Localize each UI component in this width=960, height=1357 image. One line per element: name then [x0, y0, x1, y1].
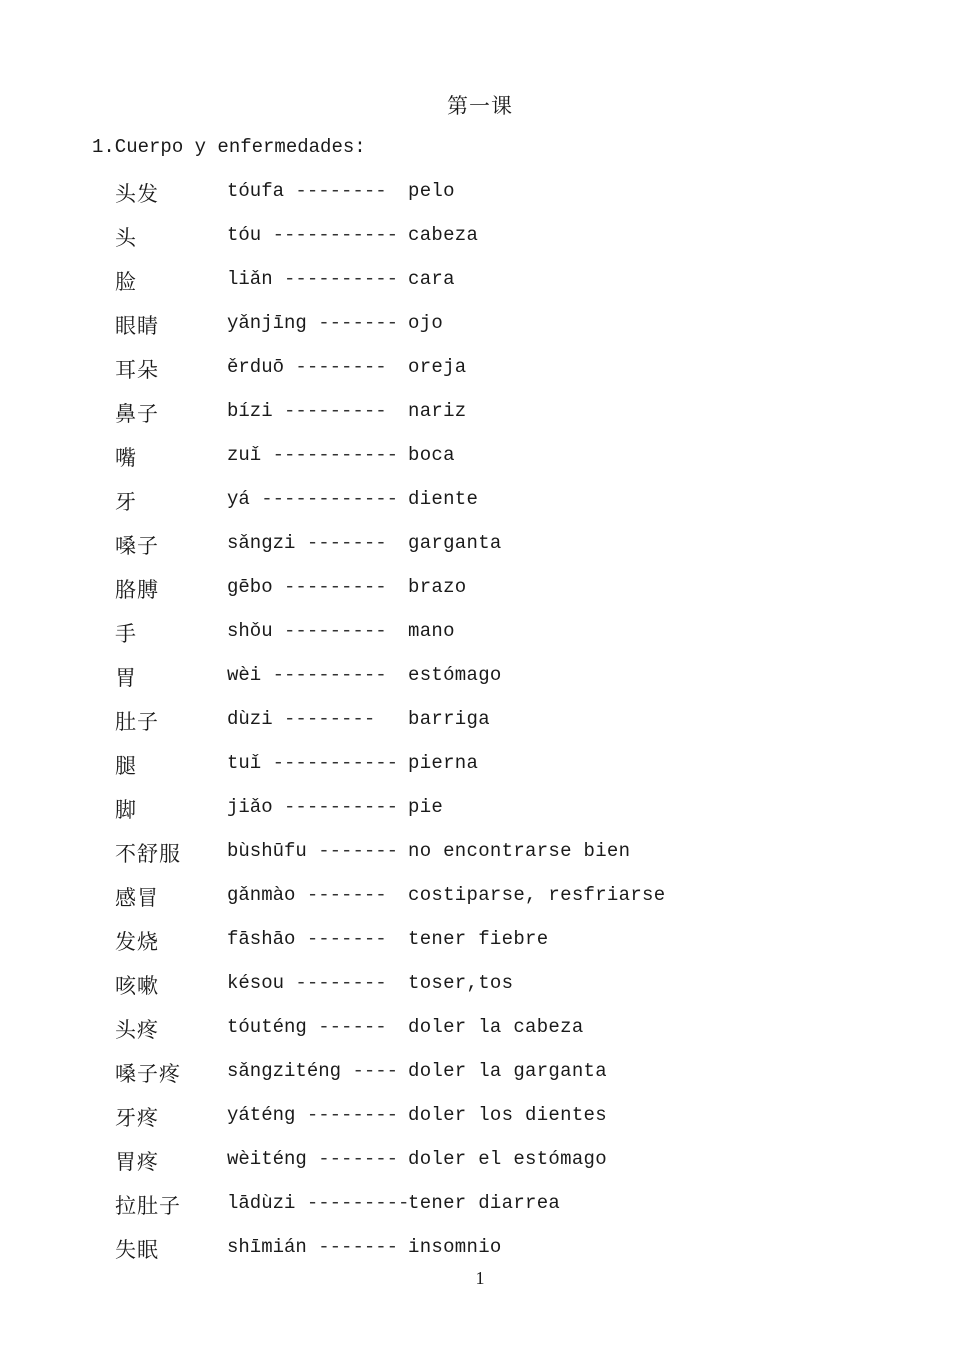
spanish-translation: tener diarrea [408, 1192, 561, 1214]
chinese-word: 头 [115, 226, 137, 250]
leader-gap [307, 1236, 318, 1258]
vocab-row [0, 352, 960, 396]
leader-gap [295, 1104, 306, 1126]
pinyin-with-leader [227, 840, 397, 862]
pinyin-with-leader [227, 928, 397, 950]
spanish-translation: garganta [408, 532, 502, 554]
pinyin-with-leader [227, 268, 397, 290]
pinyin: shǒu [227, 620, 273, 642]
leader-gap [273, 796, 284, 818]
dash-leader: ------- [306, 884, 387, 906]
pinyin-with-leader [227, 444, 397, 466]
leader-gap [284, 180, 295, 202]
pinyin-with-leader [227, 708, 397, 730]
chinese-word: 失眠 [115, 1238, 159, 1262]
pinyin-with-leader [227, 1016, 397, 1038]
dash-leader: -------- [284, 708, 376, 730]
spanish-translation: cara [408, 268, 455, 290]
chinese-word: 脚 [115, 798, 137, 822]
vocab-row [0, 792, 960, 836]
chinese-word: 胳膊 [115, 578, 159, 602]
dash-leader: ----------- [272, 444, 399, 466]
pinyin-with-leader [227, 752, 397, 774]
chinese-word: 胃 [115, 666, 137, 690]
pinyin: shīmián [227, 1236, 307, 1258]
pinyin: yá [227, 488, 250, 510]
dash-leader: -------- [295, 972, 387, 994]
leader-gap [307, 1148, 318, 1170]
pinyin: tóufa [227, 180, 285, 202]
pinyin: gǎnmào [227, 884, 296, 906]
leader-gap [295, 532, 306, 554]
leader-gap [307, 312, 318, 334]
pinyin-with-leader [227, 488, 397, 510]
vocab-row [0, 220, 960, 264]
pinyin-with-leader [227, 1148, 397, 1170]
vocab-row [0, 1188, 960, 1232]
chinese-word: 肚子 [115, 710, 159, 734]
dash-leader: -------- [295, 180, 387, 202]
vocab-row [0, 968, 960, 1012]
chinese-word: 头疼 [115, 1018, 159, 1042]
chinese-word: 嘴 [115, 446, 137, 470]
vocab-row [0, 616, 960, 660]
pinyin: sǎngzi [227, 532, 296, 554]
vocab-row [0, 1100, 960, 1144]
dash-leader: ---------- [272, 664, 387, 686]
pinyin: wèiténg [227, 1148, 307, 1170]
vocab-row [0, 660, 960, 704]
pinyin: fāshāo [227, 928, 296, 950]
chinese-word: 嗓子疼 [115, 1062, 181, 1086]
spanish-translation: oreja [408, 356, 467, 378]
chinese-word: 胃疼 [115, 1150, 159, 1174]
spanish-translation: doler los dientes [408, 1104, 607, 1126]
dash-leader: ------- [318, 840, 399, 862]
dash-leader: ---- [352, 1060, 399, 1082]
chinese-word: 拉肚子 [115, 1194, 181, 1218]
spanish-translation: nariz [408, 400, 467, 422]
chinese-word: 嗓子 [115, 534, 159, 558]
dash-leader: ------- [318, 1148, 399, 1170]
spanish-translation: brazo [408, 576, 467, 598]
pinyin: bízi [227, 400, 273, 422]
chinese-word: 手 [115, 622, 137, 646]
spanish-translation: barriga [408, 708, 490, 730]
pinyin-with-leader [227, 356, 397, 378]
vocab-row [0, 484, 960, 528]
spanish-translation: mano [408, 620, 455, 642]
leader-gap [273, 708, 284, 730]
pinyin-with-leader [227, 884, 397, 906]
leader-gap [261, 444, 272, 466]
leader-gap [273, 576, 284, 598]
spanish-translation: diente [408, 488, 479, 510]
spanish-translation: no encontrarse bien [408, 840, 631, 862]
vocab-row [0, 1144, 960, 1188]
vocab-row [0, 880, 960, 924]
dash-leader: ---------- [284, 796, 399, 818]
spanish-translation: ojo [408, 312, 444, 334]
dash-leader: ------- [306, 928, 387, 950]
pinyin: dùzi [227, 708, 273, 730]
dash-leader: ------- [318, 1236, 399, 1258]
pinyin-with-leader [227, 972, 397, 994]
pinyin-with-leader [227, 180, 397, 202]
chinese-word: 不舒服 [115, 842, 181, 866]
spanish-translation: pierna [408, 752, 479, 774]
vocab-row [0, 924, 960, 968]
pinyin: zuǐ [227, 444, 262, 466]
pinyin: késou [227, 972, 285, 994]
vocab-row [0, 440, 960, 484]
vocab-row [0, 176, 960, 220]
pinyin-with-leader [227, 796, 397, 818]
dash-leader: ----------- [272, 752, 399, 774]
vocab-row [0, 1056, 960, 1100]
vocab-row [0, 1012, 960, 1056]
leader-gap [250, 488, 261, 510]
pinyin: jiǎo [227, 796, 273, 818]
vocab-row [0, 572, 960, 616]
dash-leader: ------ [318, 1016, 387, 1038]
vocab-row [0, 704, 960, 748]
spanish-translation: costiparse, resfriarse [408, 884, 666, 906]
leader-gap [273, 620, 284, 642]
dash-leader: --------- [284, 620, 387, 642]
vocabulary-list [0, 176, 960, 1276]
pinyin-with-leader [227, 1104, 397, 1126]
dash-leader: ---------- [284, 268, 399, 290]
pinyin: lādùzi [227, 1192, 296, 1214]
pinyin: gēbo [227, 576, 273, 598]
pinyin: liǎn [227, 268, 273, 290]
dash-leader: --------- [284, 576, 387, 598]
spanish-translation: boca [408, 444, 455, 466]
pinyin: sǎngziténg [227, 1060, 342, 1082]
spanish-translation: estómago [408, 664, 502, 686]
leader-gap [295, 928, 306, 950]
spanish-translation: cabeza [408, 224, 479, 246]
chinese-word: 头发 [115, 182, 159, 206]
pinyin: wèi [227, 664, 262, 686]
chinese-word: 耳朵 [115, 358, 159, 382]
spanish-translation: doler el estómago [408, 1148, 607, 1170]
leader-gap [307, 1016, 318, 1038]
leader-gap [261, 752, 272, 774]
pinyin-with-leader [227, 312, 397, 334]
dash-leader: ----------- [272, 224, 399, 246]
pinyin-with-leader [227, 1192, 410, 1214]
chinese-word: 眼睛 [115, 314, 159, 338]
pinyin: bùshūfu [227, 840, 307, 862]
dash-leader: -------- [295, 356, 387, 378]
vocab-row [0, 836, 960, 880]
leader-gap [261, 664, 272, 686]
leader-gap [284, 972, 295, 994]
pinyin-with-leader [227, 532, 397, 554]
leader-gap [273, 400, 284, 422]
chinese-word: 牙 [115, 490, 137, 514]
chinese-word: 感冒 [115, 886, 159, 910]
spanish-translation: pelo [408, 180, 455, 202]
section-heading: 1.Cuerpo y enfermedades: [92, 136, 366, 158]
chinese-word: 发烧 [115, 930, 159, 954]
leader-gap [284, 356, 295, 378]
dash-leader: ------------ [261, 488, 399, 510]
leader-gap [273, 268, 284, 290]
leader-gap [307, 840, 318, 862]
pinyin-with-leader [227, 1060, 397, 1082]
chinese-word: 脸 [115, 270, 137, 294]
spanish-translation: doler la cabeza [408, 1016, 584, 1038]
dash-leader: --------- [306, 1192, 410, 1214]
pinyin: tóuténg [227, 1016, 307, 1038]
vocab-row [0, 308, 960, 352]
vocab-row [0, 264, 960, 308]
dash-leader: ------- [318, 312, 399, 334]
leader-gap [341, 1060, 352, 1082]
pinyin: tóu [227, 224, 262, 246]
pinyin: tuǐ [227, 752, 262, 774]
pinyin-with-leader [227, 400, 397, 422]
dash-leader: -------- [306, 1104, 399, 1126]
pinyin: ěrduō [227, 356, 285, 378]
vocab-row [0, 528, 960, 572]
spanish-translation: pie [408, 796, 444, 818]
spanish-translation: doler la garganta [408, 1060, 607, 1082]
pinyin: yáténg [227, 1104, 296, 1126]
pinyin-with-leader [227, 664, 397, 686]
pinyin-with-leader [227, 224, 397, 246]
spanish-translation: tener fiebre [408, 928, 549, 950]
chinese-word: 牙疼 [115, 1106, 159, 1130]
dash-leader: ------- [306, 532, 387, 554]
page-number: 1 [475, 1268, 485, 1288]
dash-leader: --------- [284, 400, 387, 422]
leader-gap [261, 224, 272, 246]
chinese-word: 鼻子 [115, 402, 159, 426]
vocab-row [0, 748, 960, 792]
pinyin: yǎnjīng [227, 312, 307, 334]
pinyin-with-leader [227, 576, 397, 598]
vocab-row [0, 396, 960, 440]
chinese-word: 腿 [115, 754, 137, 778]
pinyin-with-leader [227, 1236, 397, 1258]
page-title: 第一课 [447, 94, 513, 118]
pinyin-with-leader [227, 620, 397, 642]
leader-gap [295, 1192, 306, 1214]
spanish-translation: insomnio [408, 1236, 502, 1258]
chinese-word: 咳嗽 [115, 974, 159, 998]
spanish-translation: toser,tos [408, 972, 514, 994]
leader-gap [295, 884, 306, 906]
